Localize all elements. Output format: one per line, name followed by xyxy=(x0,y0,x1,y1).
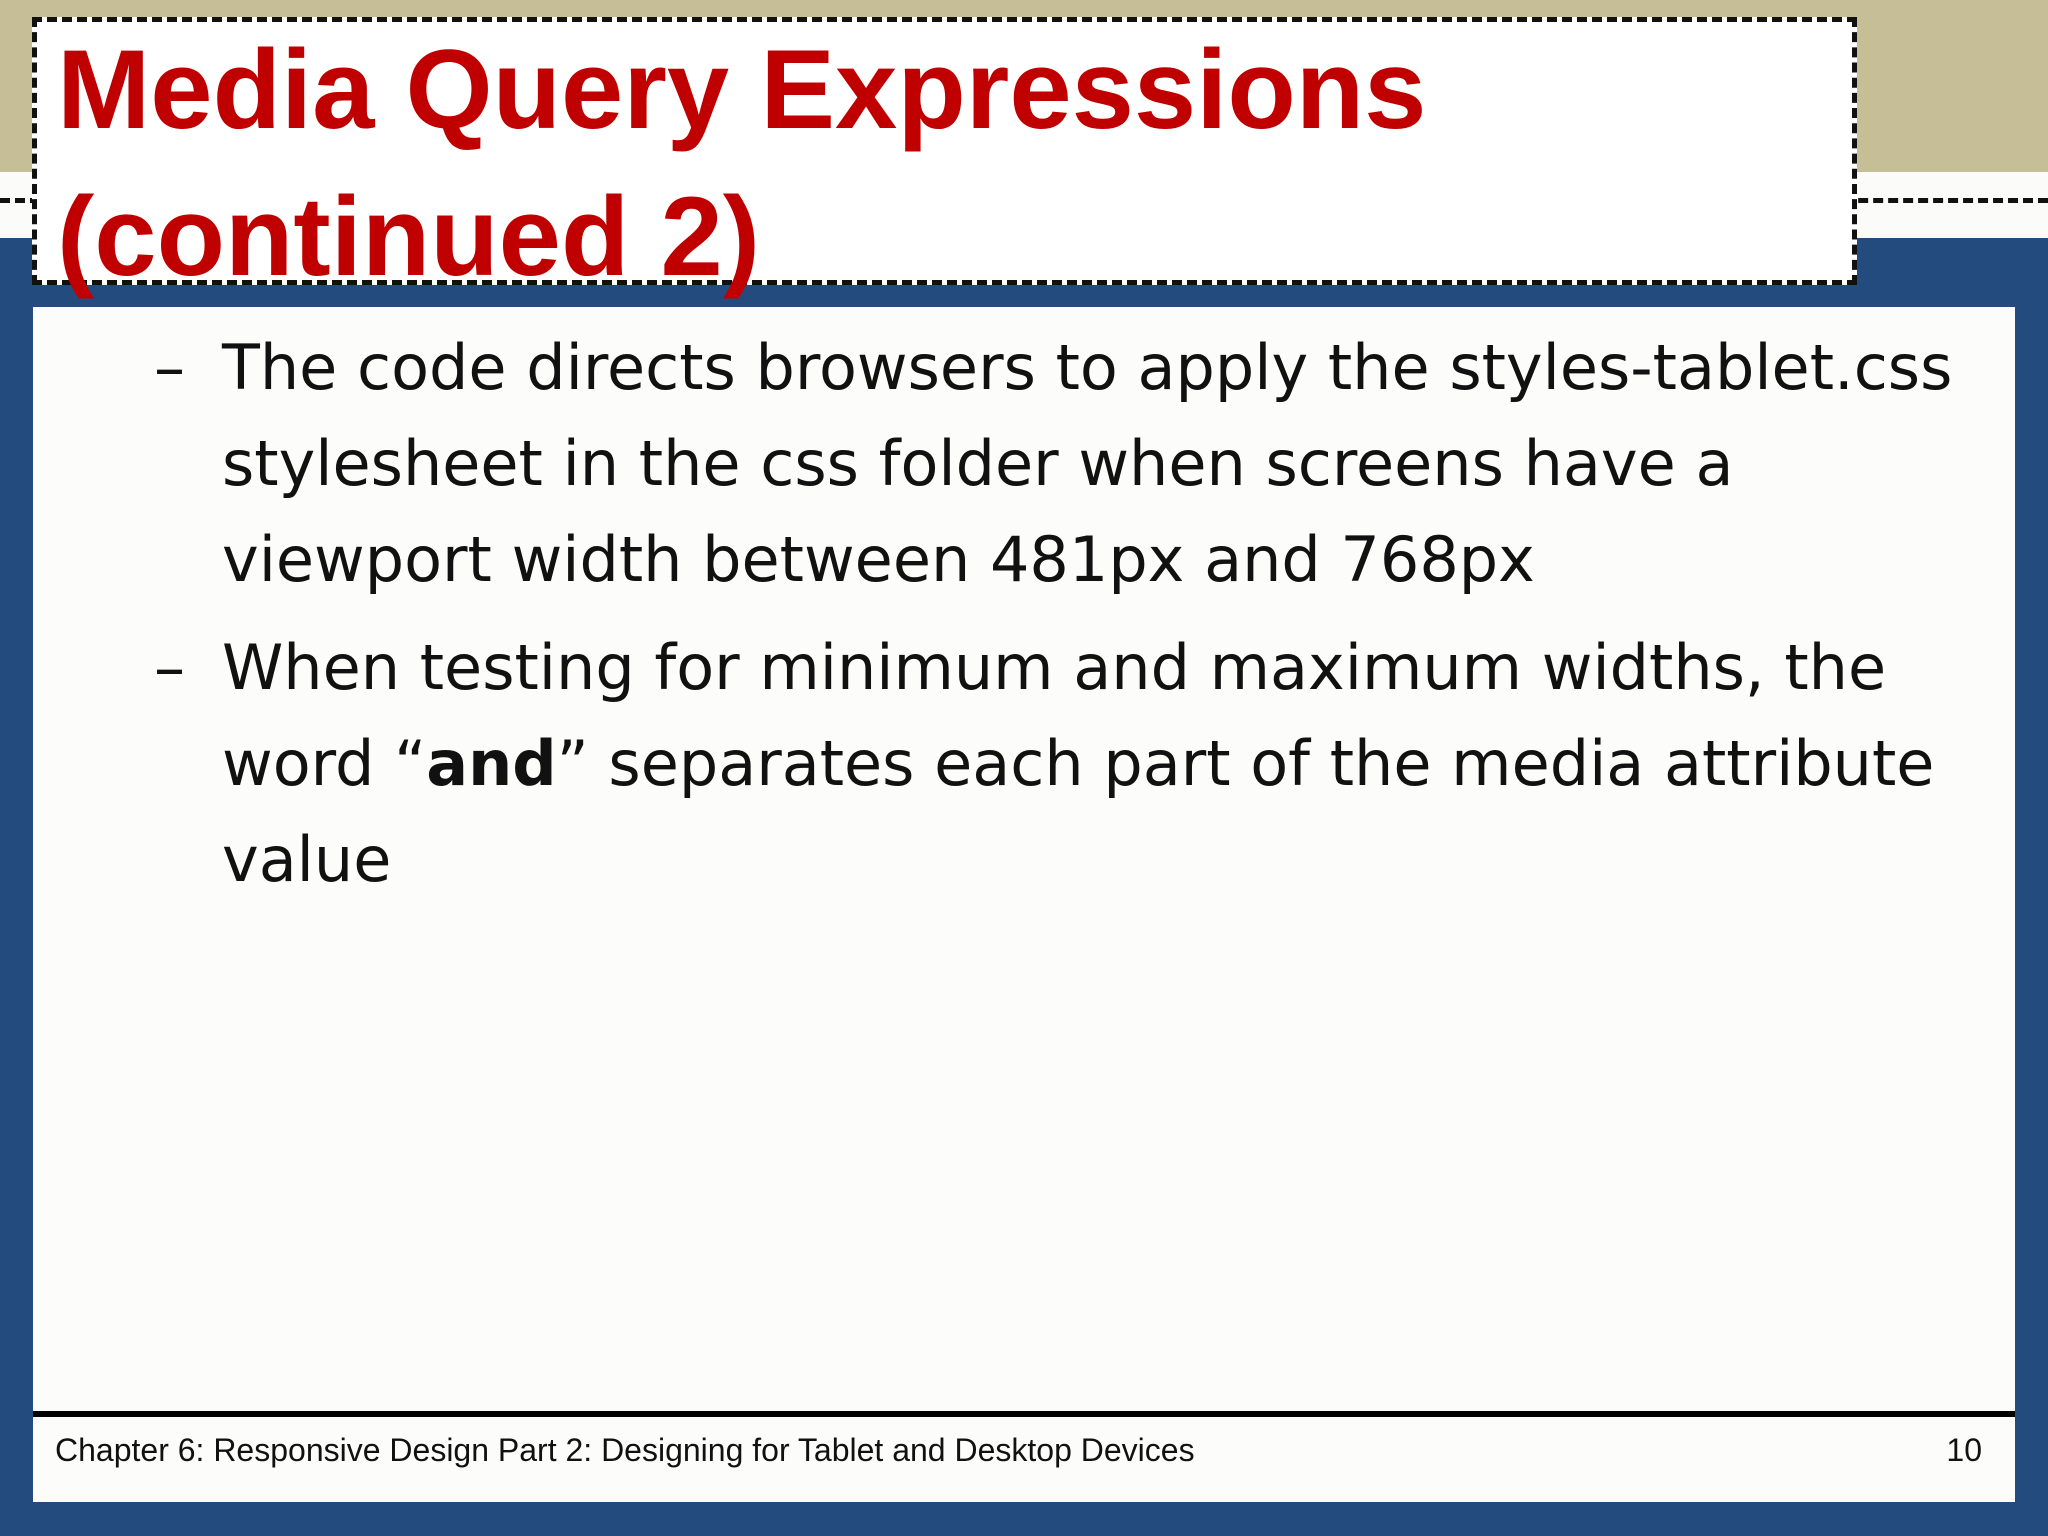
bullet-list xyxy=(154,320,2004,920)
footer-caption: Chapter 6: Responsive Design Part 2: Designing for Tablet and Desktop Devices xyxy=(55,1432,1195,1468)
bullet-text-before: When testing for minimum and maximum widths, the word “ xyxy=(222,631,1887,800)
slide-title xyxy=(57,16,1837,310)
title-line-1: Media Query Expressions xyxy=(57,27,1427,152)
bullet-text: The code directs browsers to apply the styles-tablet.css stylesheet in the css folder when screens have a viewport width between 481px and 768px xyxy=(222,331,1953,596)
page-number: 10 xyxy=(1946,1432,1982,1468)
bullet-text xyxy=(222,631,1934,896)
bold-keyword: and xyxy=(426,727,557,800)
bullet-text-after: ” separates each part of the media attribute value xyxy=(222,727,1935,896)
title-line-2: (continued 2) xyxy=(57,174,761,299)
bullet-dash: – xyxy=(154,631,185,704)
bullet-item xyxy=(154,620,2004,908)
bullet-item xyxy=(154,320,2004,608)
bullet-dash: – xyxy=(154,331,185,404)
footer-rule xyxy=(33,1411,2015,1417)
